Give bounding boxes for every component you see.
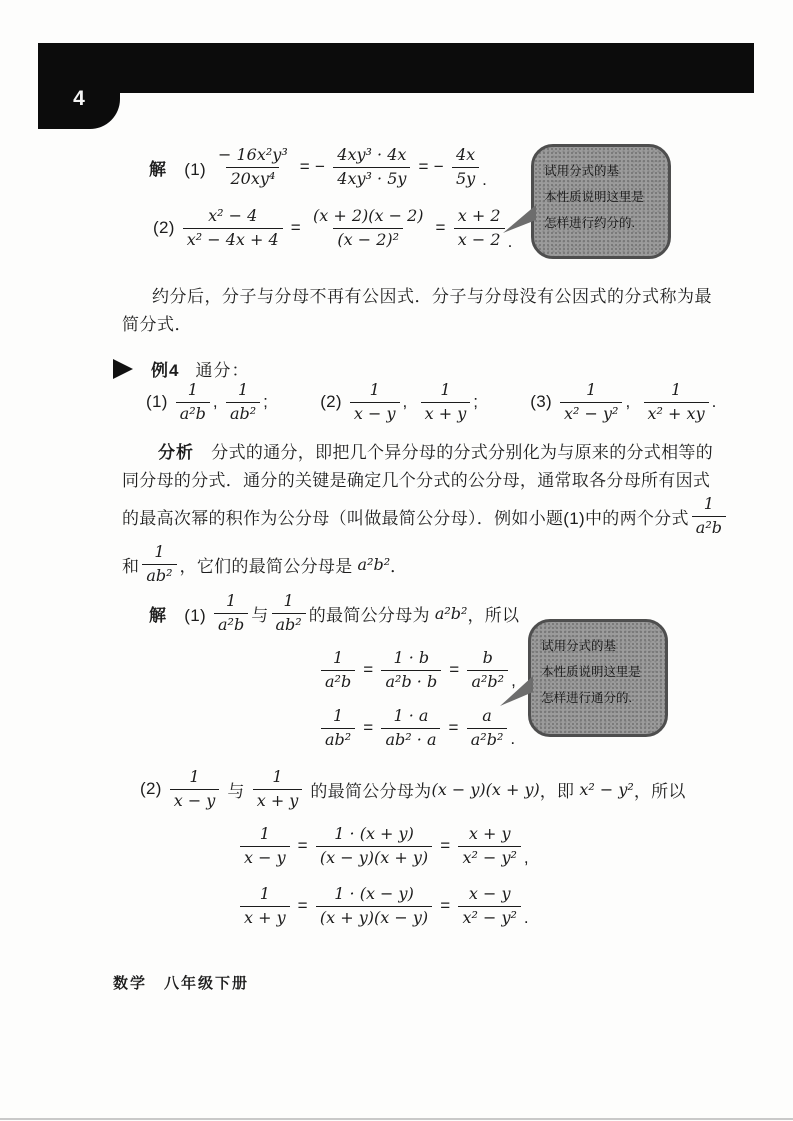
text-run: , <box>523 848 529 867</box>
fraction: $\frac{\text{− 16x²y³}}{\text{20xy⁴}}$ <box>218 145 288 188</box>
fraction: $\frac{4x}{5y}$ <box>452 146 479 188</box>
scan-edge-line <box>0 1118 793 1120</box>
bubble-line: 试用分式的基 <box>541 639 617 653</box>
bubble-tail-icon <box>500 676 534 708</box>
text-run: ，它们的最简公分母是 <box>179 556 358 576</box>
paragraph-simplest-fraction <box>122 283 712 339</box>
text-run: . <box>711 392 717 411</box>
fraction: $\frac{\text{x² − 4}}{\text{x² − 4x + 4}}$ <box>183 207 283 249</box>
text-run: a²b² <box>434 603 468 623</box>
text-run: = <box>435 836 456 855</box>
text-run: = <box>430 218 451 237</box>
text-run: . <box>523 908 529 927</box>
text-run: = − <box>294 157 331 176</box>
text-run: (3) <box>530 392 557 411</box>
fraction: $\frac{1}{\text{ab²}}$ <box>321 707 355 749</box>
text-run: ． <box>390 556 408 576</box>
text-run: 与 <box>222 781 250 801</box>
text-run: = <box>444 660 465 679</box>
text-run: , <box>402 392 418 411</box>
example4-label: 例4 <box>151 361 180 380</box>
text-run: 同分母的分式．通分的关键是确定几个分式的公分母，通常取各分母所有因式 <box>122 470 711 490</box>
text-run: 与 <box>251 605 269 625</box>
fraction: $\frac{1}{x + y}$ <box>253 768 303 810</box>
fraction: $\frac{1}{\text{x² − y²}}$ <box>560 381 622 423</box>
text-run: 解 <box>149 605 167 625</box>
fraction: $\frac{b}{\text{a²b²}}$ <box>467 649 508 691</box>
solution1-heading <box>149 588 519 638</box>
fraction: $\frac{1}{\text{a²b}}$ <box>214 592 248 634</box>
analysis-row <box>122 540 729 588</box>
fraction: $\frac{1}{x - y}$ <box>350 381 400 423</box>
fraction: $\frac{1 \cdot (x + y)}{(x - y)(x + y)}$ <box>316 825 432 867</box>
solution-line-2 <box>153 200 513 256</box>
text-run: (1) <box>146 392 173 411</box>
fraction: $\frac{1}{\text{a²b}}$ <box>692 495 726 537</box>
text-run: 的最简公分母为 <box>308 605 435 625</box>
text-run: , <box>625 392 641 411</box>
text-run: (x − y)(x + y) <box>431 779 540 799</box>
solution1-equation-2 <box>318 703 515 753</box>
speech-bubble-common-denominator <box>528 619 668 737</box>
bubble-tail-icon <box>503 205 537 235</box>
text-run: (1) <box>167 605 211 625</box>
text-run: = <box>285 218 306 237</box>
example4-title: 通分： <box>195 361 250 380</box>
example4-problems <box>146 379 717 425</box>
analysis-row <box>122 436 729 464</box>
fraction: $\frac{1}{x - y}$ <box>240 825 290 867</box>
solution1-equation-1 <box>318 645 516 695</box>
fraction: $\frac{1}{\text{ab²}}$ <box>142 543 176 585</box>
bubble-line: 怎样进行通分的. <box>541 691 632 705</box>
paragraph-line: 约分后，分子与分母不再有公因式．分子与分母没有公因式的分式称为最 <box>152 287 712 306</box>
bubble-line: 本性质说明这里是 <box>544 190 645 204</box>
text-run: , <box>212 392 223 411</box>
text-run: = <box>358 718 379 737</box>
bubble-line: 本性质说明这里是 <box>541 665 642 679</box>
text-run: . <box>510 729 516 748</box>
text-run: 解 <box>149 159 167 179</box>
fraction: $\frac{a}{\text{a²b²}}$ <box>467 707 508 749</box>
fraction: $\frac{1}{x - y}$ <box>170 768 220 810</box>
bubble-line: 怎样进行约分的. <box>544 216 635 230</box>
fraction: $\frac{1 \cdot (x - y)}{(x + y)(x - y)}$ <box>316 885 432 927</box>
speech-bubble-reduction <box>531 144 671 259</box>
text-run: 分析 <box>122 442 194 462</box>
text-run: . <box>482 170 488 189</box>
text-run: = − <box>413 157 449 176</box>
text-run: 分式的通分，即把几个异分母的分式分别化为与原来的分式相等的 <box>194 442 713 462</box>
text-run: ，即 <box>539 781 580 801</box>
fraction: $\frac{1}{\text{x² + xy}}$ <box>644 381 709 423</box>
solution2-equation-2 <box>237 880 529 932</box>
fraction: $\frac{1}{\text{ab²}}$ <box>226 381 260 423</box>
text-run: 的最高次幂的积作为公分母（叫做最简公分母）．例如小题(1)中的两个分式 <box>122 508 689 528</box>
fraction: $\frac{x + y}{\text{x² − y²}}$ <box>458 825 520 867</box>
text-run: (2) <box>153 218 180 237</box>
fraction: $\frac{1}{x + y}$ <box>240 885 290 927</box>
text-run: ，所以 <box>633 781 686 801</box>
example4-header <box>113 356 249 381</box>
text-run: , <box>511 671 517 690</box>
fraction: $\frac{1}{x + y}$ <box>421 381 471 423</box>
text-run: = <box>292 896 313 915</box>
text-run: 的最简公分母为 <box>305 781 432 801</box>
fraction: $\frac{1}{\text{a²b}}$ <box>321 649 355 691</box>
text-run: (2) <box>140 779 167 798</box>
fraction: $\frac{\text{4xy³ · 4x}}{\text{4xy³ · 5y}}$ <box>333 146 410 188</box>
bubble-line: 试用分式的基 <box>544 164 620 178</box>
text-run: = <box>443 718 464 737</box>
fraction: $\frac{x + 2}{x - 2}$ <box>454 207 505 249</box>
fraction: $\frac{x - y}{\text{x² − y²}}$ <box>458 885 520 927</box>
fraction: $\frac{1 \cdot a}{\text{ab² · a}}$ <box>381 707 440 749</box>
fraction: $\frac{1 \cdot b}{\text{a²b · b}}$ <box>381 649 441 691</box>
header-bar <box>38 43 754 93</box>
text-run: = <box>435 896 456 915</box>
text-run: ，所以 <box>467 605 520 625</box>
text-run: 和 <box>122 556 140 576</box>
fraction: $\frac{1}{\text{a²b}}$ <box>176 381 210 423</box>
text-run: = <box>292 836 313 855</box>
solution2-heading <box>140 764 686 814</box>
analysis-paragraph <box>122 436 729 588</box>
text-run: (1) <box>167 159 211 179</box>
text-run: x² − y² <box>579 779 634 799</box>
text-run: a²b² <box>357 554 391 574</box>
fraction: $\frac{(x + 2)(x - 2)}{\text{(x − 2)²}}$ <box>312 206 424 249</box>
text-run: = <box>358 660 379 679</box>
analysis-row <box>122 492 729 540</box>
solution2-equation-1 <box>237 820 529 872</box>
example-marker-icon <box>113 359 133 379</box>
analysis-row <box>122 464 729 492</box>
solution-line-1 <box>149 140 487 194</box>
text-run: ; <box>263 392 269 411</box>
paragraph-line: 简分式． <box>122 315 192 334</box>
page-number-tab <box>38 43 120 129</box>
page-number: 4 <box>73 87 85 110</box>
text-run: . <box>507 232 513 251</box>
fraction: $\frac{1}{\text{ab²}}$ <box>272 592 306 634</box>
text-run: (2) <box>320 392 347 411</box>
footer-caption: 数学 八年级下册 <box>113 975 250 992</box>
text-run: ; <box>473 392 479 411</box>
